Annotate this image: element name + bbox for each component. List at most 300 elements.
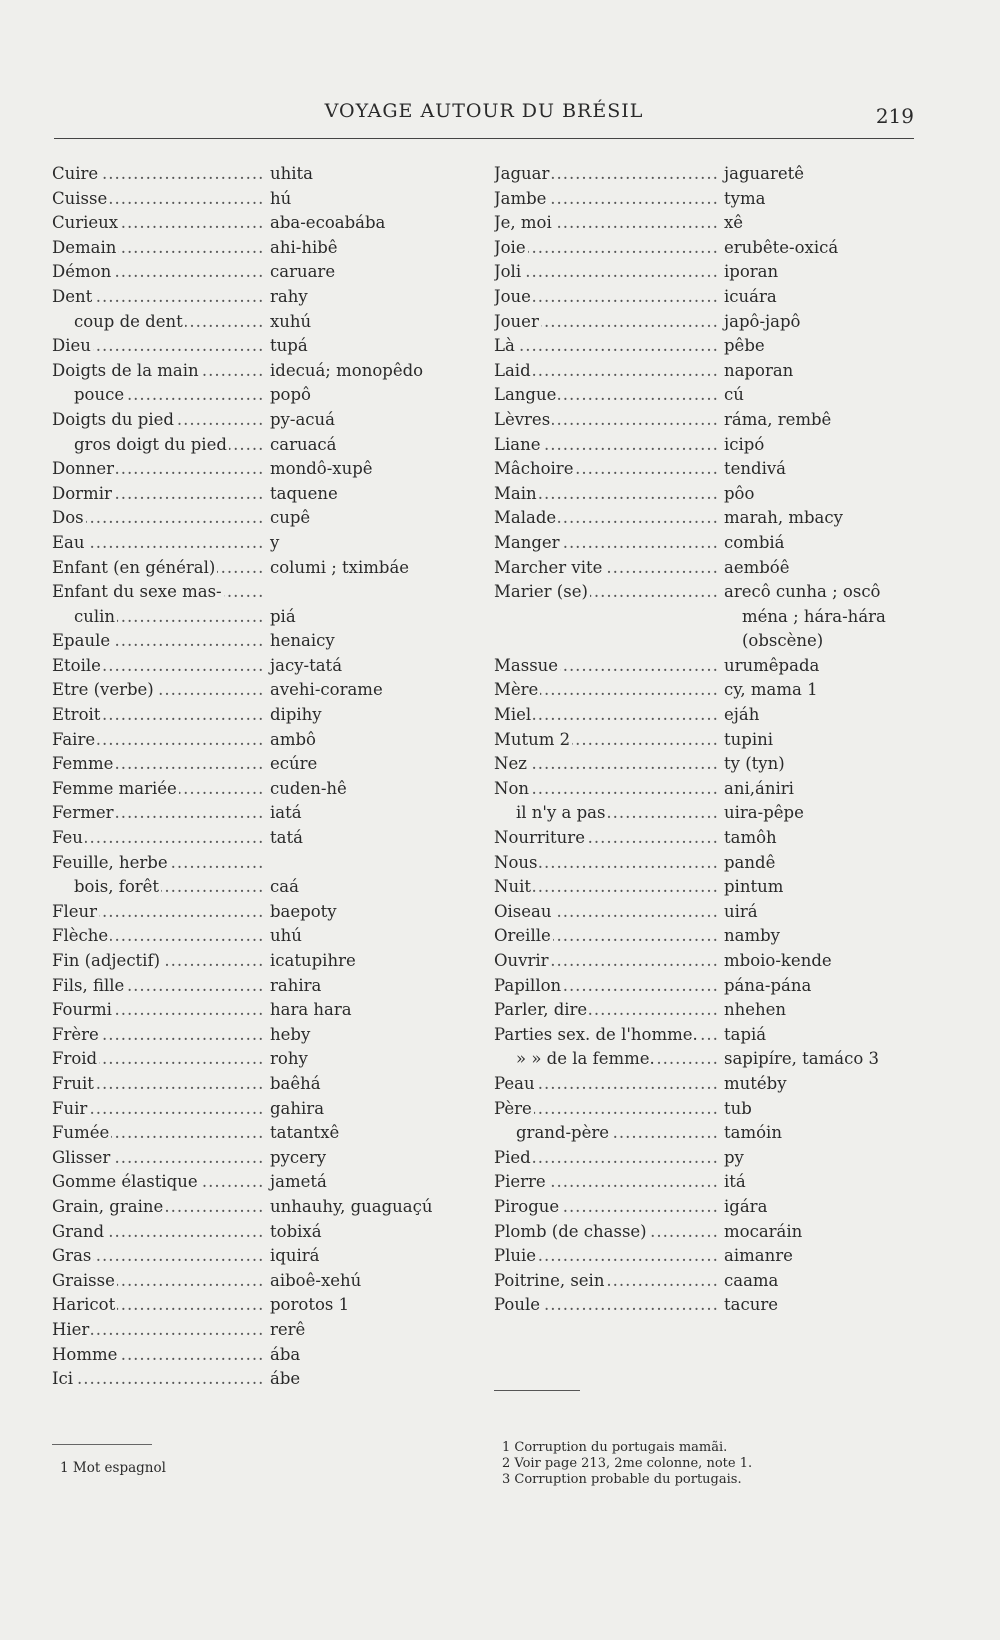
tupi-translation: igára [724, 1196, 768, 1216]
tupi-translation: ába [270, 1344, 301, 1364]
tupi-translation: pycery [270, 1147, 327, 1167]
tupi-translation: taquene [270, 483, 338, 503]
vocabulary-entry [494, 728, 914, 753]
vocabulary-entry [494, 1293, 914, 1318]
vocabulary-entry [494, 1146, 914, 1171]
vocabulary-entry [494, 1121, 914, 1146]
french-term: Ouvrir [494, 951, 549, 970]
vocabulary-entry [52, 1367, 482, 1392]
french-term: Parler, dire [494, 1000, 588, 1020]
french-term: Flèche [52, 926, 109, 946]
tupi-translation: namby [724, 926, 780, 946]
vocabulary-entry [52, 1121, 482, 1146]
tupi-translation: dipihy [270, 705, 322, 725]
vocabulary-entry [494, 260, 914, 285]
french-term: Langue [494, 385, 557, 405]
french-term: il n'y a pas [494, 803, 607, 822]
vocabulary-entry [52, 260, 482, 285]
vocabulary-entry [52, 1023, 482, 1048]
vocabulary-entry [52, 162, 482, 187]
french-term: Faire [52, 729, 96, 749]
vocabulary-entry [494, 875, 914, 900]
vocabulary-entry [494, 777, 914, 802]
french-term: Jambe [494, 188, 547, 208]
french-term: Papillon [494, 975, 562, 995]
tupi-translation: pandê [724, 852, 776, 872]
tupi-translation: tatantxê [270, 1123, 340, 1143]
tupi-translation: icipó [724, 434, 765, 454]
french-term: Nuit [494, 877, 531, 897]
french-term: Dieu [52, 336, 91, 356]
vocabulary-entry [494, 654, 914, 679]
tupi-translation: py [724, 1147, 744, 1167]
tupi-translation: jaguaretê [724, 164, 805, 183]
vocabulary-entry [52, 875, 482, 900]
french-term: Frère [52, 1024, 99, 1044]
tupi-translation: icuára [724, 286, 777, 306]
french-term: Joie [494, 237, 526, 257]
french-term: Epaule [52, 631, 111, 651]
vocabulary-entry [494, 310, 914, 335]
vocabulary-entry [494, 924, 914, 949]
tupi-translation: piá [270, 606, 296, 626]
tupi-translation: rohy [270, 1049, 308, 1069]
tupi-translation: urumêpada [724, 655, 820, 675]
french-term: Haricot [52, 1295, 116, 1315]
tupi-translation: tendivá [724, 459, 787, 479]
tupi-translation: pêbe [724, 336, 765, 356]
vocabulary-entry [52, 1244, 482, 1269]
french-term: coup de dent [52, 312, 185, 331]
tupi-translation: combiá [724, 532, 785, 552]
french-term: bois, forêt [52, 877, 161, 896]
french-term: Dos [52, 508, 84, 528]
french-term: Eau [52, 532, 85, 552]
french-term: Dormir [52, 483, 112, 503]
french-term: Manger [494, 532, 560, 552]
french-term: Jaguar [494, 164, 550, 183]
vocabulary-entry [52, 900, 482, 925]
vocabulary-entry [494, 1269, 914, 1294]
vocabulary-entry [494, 826, 914, 851]
footnotes-right [502, 1440, 752, 1488]
tupi-translation: rerê [270, 1319, 306, 1339]
vocabulary-entry [494, 359, 914, 384]
vocabulary-entry [494, 998, 914, 1023]
header-rule [54, 138, 914, 139]
tupi-translation: mocaráin [724, 1221, 803, 1241]
vocabulary-entry [52, 949, 482, 974]
tupi-translation: aiboê-xehú [270, 1270, 362, 1290]
tupi-translation: mondô-xupê [270, 459, 373, 479]
vocabulary-entry [52, 310, 482, 335]
vocabulary-entry [52, 974, 482, 999]
french-term: Gomme élastique [52, 1172, 198, 1192]
vocabulary-entry [52, 1269, 482, 1294]
french-term: Parties sex. de l'homme. [494, 1024, 698, 1044]
vocabulary-entry [52, 703, 482, 728]
tupi-translation: caruacá [270, 434, 337, 454]
footnote-separator-right [494, 1390, 580, 1391]
vocabulary-entry [52, 433, 482, 458]
vocabulary-entry [52, 851, 482, 876]
tupi-translation: xuhú [270, 311, 312, 331]
vocabulary-entry [52, 1072, 482, 1097]
vocabulary-entry [494, 334, 914, 359]
page-header [54, 100, 914, 140]
footnote: 2 Voir page 213, 2me colonne, note 1. [502, 1456, 753, 1471]
tupi-translation: mutéby [724, 1073, 787, 1093]
tupi-translation: unhauhy, guaguaçú [270, 1196, 433, 1216]
page-number: 219 [875, 104, 914, 128]
tupi-translation: ecúre [270, 754, 318, 774]
french-term: Pied [494, 1147, 531, 1167]
vocabulary-entry [52, 334, 482, 359]
vocabulary-entry [494, 162, 914, 187]
vocabulary-entry [52, 654, 482, 679]
french-term: Graisse [52, 1270, 115, 1290]
french-term: Feu [52, 828, 83, 848]
vocabulary-entry [52, 580, 482, 605]
tupi-translation: ména ; hára-hára [742, 606, 886, 626]
tupi-translation: ty (tyn) [724, 754, 785, 774]
french-term: Fils, fille [52, 975, 125, 995]
vocabulary-entry [494, 408, 914, 433]
tupi-translation: iquirá [270, 1246, 320, 1266]
french-term: Démon [52, 262, 112, 282]
vocabulary-entry [52, 1047, 482, 1072]
tupi-translation: pôo [724, 483, 755, 503]
vocabulary-entry [494, 433, 914, 458]
french-term: Oreille [494, 926, 551, 946]
french-term: Non [494, 778, 529, 798]
french-term: Fin (adjectif) [52, 951, 161, 970]
french-term: Enfant (en général) [52, 557, 216, 577]
vocabulary-entry [494, 801, 914, 826]
vocabulary-entry [52, 801, 482, 826]
tupi-translation: itá [724, 1172, 746, 1192]
tupi-translation: jametá [270, 1172, 327, 1192]
french-term: Mère [494, 680, 539, 700]
french-term: Liane [494, 434, 541, 454]
french-term: Doigts du pied [52, 409, 174, 429]
vocabulary-entry [52, 531, 482, 556]
tupi-translation: baepoty [270, 901, 337, 921]
french-term: Laid [494, 360, 531, 380]
vocabulary-entry [494, 383, 914, 408]
french-term: Fruit [52, 1073, 94, 1093]
tupi-translation: xê [724, 213, 744, 233]
french-term: Mâchoire [494, 459, 574, 479]
french-term: Fourmi [52, 1000, 112, 1020]
vocabulary-entry [52, 1097, 482, 1122]
footnote: 1 Corruption du portugais mamãi. [502, 1440, 728, 1455]
tupi-translation: jacy-tatá [270, 655, 343, 675]
french-term: » » de la femme. [494, 1049, 657, 1068]
french-term: Etoile [52, 655, 101, 675]
french-term: Joli [494, 262, 522, 282]
french-term: Enfant du sexe mas- [52, 582, 222, 602]
tupi-translation: mboio-kende [724, 951, 832, 970]
vocabulary-entry [494, 1097, 914, 1122]
tupi-translation: aimanre [724, 1246, 793, 1266]
tupi-translation: tacure [724, 1295, 778, 1315]
vocabulary-entry [52, 1170, 482, 1195]
vocabulary-entry [494, 1244, 914, 1269]
french-term: Gras [52, 1246, 92, 1266]
tupi-translation: tobixá [270, 1221, 322, 1241]
tupi-translation: tamóin [724, 1123, 782, 1143]
vocabulary-entry [52, 752, 482, 777]
vocabulary-entry [494, 236, 914, 261]
tupi-translation: erubête-oxicá [724, 237, 839, 257]
french-term: Cuisse [52, 188, 108, 208]
vocabulary-entry [52, 678, 482, 703]
french-term: Pirogue [494, 1196, 560, 1216]
french-term: Demain [52, 237, 117, 257]
tupi-translation: baêhá [270, 1073, 321, 1093]
french-term: Glisser [52, 1147, 111, 1167]
tupi-translation: ahi-hibê [270, 237, 338, 257]
tupi-translation: ábe [270, 1369, 301, 1389]
french-term: Etroit [52, 705, 101, 725]
vocabulary-entry [494, 1195, 914, 1220]
vocabulary-entry [52, 629, 482, 654]
french-term: Massue [494, 655, 559, 675]
french-term: Hier [52, 1319, 90, 1339]
vocabulary-entry [494, 187, 914, 212]
french-term: Nez [494, 754, 527, 774]
footnote-separator-left [52, 1444, 152, 1445]
vocabulary-entry [52, 383, 482, 408]
vocabulary-entry [52, 605, 482, 630]
french-term: Doigts de la main [52, 360, 199, 380]
french-term: Joue [494, 286, 531, 306]
vocabulary-entry [494, 482, 914, 507]
tupi-translation: tub [724, 1098, 752, 1118]
french-term: Feuille, herbe [52, 852, 168, 872]
vocabulary-entry [52, 211, 482, 236]
vocabulary-entry [52, 1195, 482, 1220]
french-term: Nourriture [494, 828, 585, 848]
vocabulary-entry [494, 851, 914, 876]
tupi-translation [264, 851, 270, 876]
french-term [494, 607, 496, 626]
french-term: Femme mariée [52, 778, 177, 798]
tupi-translation: popô [270, 385, 311, 405]
tupi-translation: uira-pêpe [724, 803, 804, 823]
tupi-translation: tamôh [724, 828, 777, 848]
tupi-translation: caruare [270, 262, 336, 282]
vocabulary-entry [494, 1072, 914, 1097]
vocabulary-entry [494, 678, 914, 703]
tupi-translation: py-acuá [270, 409, 336, 429]
tupi-translation: pintum [724, 877, 784, 897]
footnote: 3 Corruption probable du portugais. [502, 1472, 742, 1487]
french-term: Pluie [494, 1246, 537, 1266]
tupi-translation: ejáh [724, 705, 760, 725]
vocabulary-entry [52, 1293, 482, 1318]
french-term: Lèvres [494, 409, 551, 429]
french-term: Grain, graine [52, 1196, 164, 1216]
tupi-translation: naporan [724, 360, 794, 380]
french-term: Père [494, 1098, 532, 1118]
vocabulary-column-left [52, 162, 482, 1392]
tupi-translation: ambô [270, 729, 316, 749]
french-term [494, 631, 496, 650]
french-term: Dent [52, 286, 93, 306]
tupi-translation: columi ; tximbáe [270, 557, 410, 577]
vocabulary-entry [52, 826, 482, 851]
vocabulary-entry [494, 457, 914, 482]
vocabulary-entry [52, 728, 482, 753]
tupi-translation: cy, mama 1 [724, 680, 818, 700]
vocabulary-entry [52, 359, 482, 384]
tupi-translation: tupá [270, 336, 308, 356]
tupi-translation: sapipíre, tamáco 3 [724, 1049, 879, 1069]
french-term: Oiseau [494, 901, 552, 921]
vocabulary-entry [52, 408, 482, 433]
vocabulary-entry [494, 1047, 914, 1072]
vocabulary-entry [52, 187, 482, 212]
french-term: Là [494, 336, 515, 356]
french-term: Jouer [494, 311, 539, 331]
vocabulary-entry [494, 629, 914, 654]
vocabulary-entry [494, 1220, 914, 1245]
vocabulary-entry [494, 949, 914, 974]
tupi-translation: hara hara [270, 1000, 352, 1020]
french-term: Peau [494, 1073, 535, 1093]
tupi-translation: nhehen [724, 1000, 787, 1020]
french-term: Poule [494, 1295, 541, 1315]
french-term: Grand [52, 1221, 105, 1241]
tupi-translation: uhú [270, 926, 302, 946]
tupi-translation: uhita [270, 164, 313, 183]
vocabulary-column-right [494, 162, 914, 1318]
french-term: Pierre [494, 1172, 546, 1192]
tupi-translation: caama [724, 1270, 779, 1290]
french-term: Froid [52, 1049, 98, 1069]
tupi-translation: tapiá [724, 1024, 767, 1044]
vocabulary-entry [494, 1023, 914, 1048]
tupi-translation: aba-ecoabába [270, 213, 386, 233]
footnote: 1 Mot espagnol [60, 1460, 166, 1476]
vocabulary-entry [494, 506, 914, 531]
french-term: Nous [494, 852, 538, 872]
vocabulary-entry [52, 482, 482, 507]
french-term: gros doigt du pied [52, 435, 229, 454]
vocabulary-entry [52, 1318, 482, 1343]
tupi-translation: rahira [270, 975, 322, 995]
french-term: Ici [52, 1369, 74, 1389]
french-term: Malade [494, 508, 557, 528]
vocabulary-entry [494, 556, 914, 581]
tupi-translation: porotos 1 [270, 1295, 350, 1315]
tupi-translation: ani,ániri [724, 778, 794, 798]
tupi-translation: avehi-corame [270, 680, 383, 700]
tupi-translation: icatupihre [270, 951, 356, 970]
vocabulary-entry [494, 285, 914, 310]
tupi-translation: japô-japô [724, 311, 801, 331]
french-term: Mutum 2 [494, 729, 571, 749]
vocabulary-entry [52, 998, 482, 1023]
tupi-translation: uirá [724, 901, 758, 921]
footnotes-left [60, 1460, 166, 1476]
french-term: Fumée [52, 1123, 110, 1143]
french-term: Je, moi [494, 213, 552, 233]
tupi-translation: pána-pána [724, 975, 812, 995]
french-term: Femme [52, 754, 114, 774]
vocabulary-entry [52, 924, 482, 949]
tupi-translation: tyma [724, 188, 766, 208]
tupi-translation: cuden-hê [270, 778, 347, 798]
french-term: Marier (se) [494, 582, 588, 602]
tupi-translation: ráma, rembê [724, 409, 832, 429]
vocabulary-entry [52, 236, 482, 261]
tupi-translation: iporan [724, 262, 779, 282]
french-term: Marcher vite [494, 557, 603, 577]
tupi-translation: marah, mbacy [724, 508, 843, 528]
tupi-translation: (obscène) [742, 631, 824, 651]
vocabulary-entry [494, 211, 914, 236]
vocabulary-entry [494, 703, 914, 728]
tupi-translation: heby [270, 1024, 311, 1044]
vocabulary-entry [52, 285, 482, 310]
tupi-translation: iatá [270, 803, 302, 823]
tupi-translation: aembóê [724, 557, 790, 577]
tupi-translation: tatá [270, 828, 303, 848]
vocabulary-entry [494, 1170, 914, 1195]
vocabulary-entry [494, 605, 914, 630]
vocabulary-entry [494, 900, 914, 925]
vocabulary-entry [52, 777, 482, 802]
french-term: Etre (verbe) [52, 680, 154, 700]
running-title: VOYAGE AUTOUR DU BRÉSIL [324, 100, 644, 122]
vocabulary-entry [52, 1220, 482, 1245]
french-term: Fleur [52, 901, 98, 921]
french-term: Curieux [52, 213, 119, 233]
tupi-translation: y [270, 532, 280, 552]
french-term: culin [52, 607, 117, 626]
vocabulary-entry [52, 457, 482, 482]
tupi-translation: arecô cunha ; oscô [724, 582, 881, 602]
vocabulary-entry [494, 580, 914, 605]
french-term: Fuir [52, 1098, 88, 1118]
french-term: Plomb (de chasse) [494, 1221, 647, 1241]
french-term: Donner [52, 459, 115, 479]
french-term: Homme [52, 1344, 118, 1364]
tupi-translation: henaicy [270, 631, 335, 651]
french-term: grand-père [494, 1123, 611, 1142]
french-term: Poitrine, sein [494, 1270, 605, 1290]
vocabulary-entry [52, 1146, 482, 1171]
vocabulary-entry [494, 531, 914, 556]
tupi-translation: cupê [270, 508, 311, 528]
french-term: pouce [52, 385, 126, 404]
vocabulary-entry [52, 506, 482, 531]
tupi-translation: caá [270, 877, 299, 897]
vocabulary-entry [494, 752, 914, 777]
vocabulary-entry [494, 974, 914, 999]
tupi-translation: gahira [270, 1098, 325, 1118]
tupi-translation: rahy [270, 286, 308, 306]
tupi-translation: cú [724, 385, 744, 405]
vocabulary-entry [52, 556, 482, 581]
french-term: Main [494, 483, 537, 503]
tupi-translation: tupini [724, 729, 774, 749]
french-term: Miel [494, 705, 532, 725]
french-term: Cuire [52, 164, 99, 183]
